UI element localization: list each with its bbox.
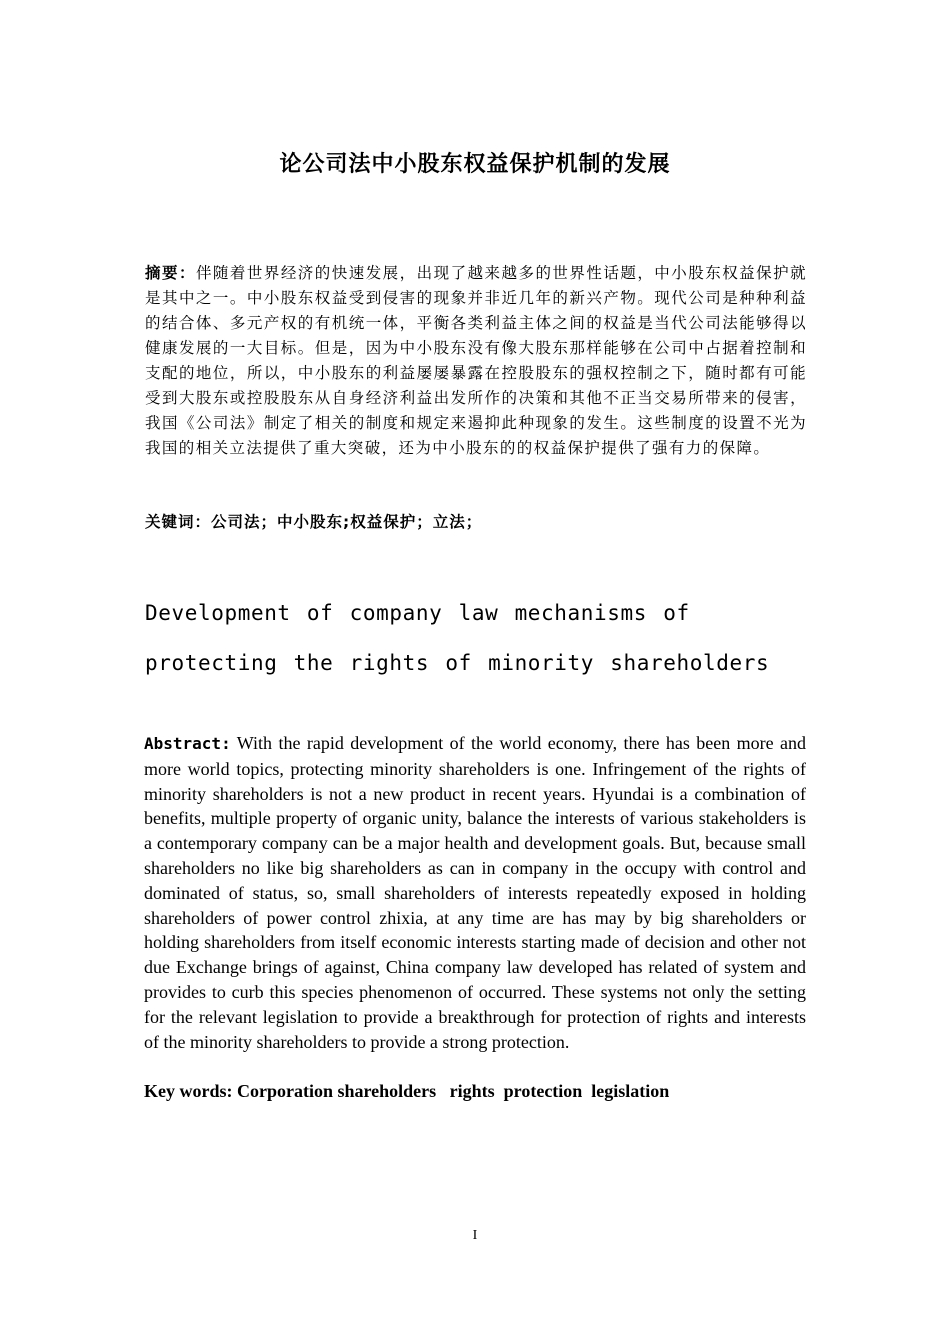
page-number: I — [472, 1228, 478, 1243]
chinese-abstract-label: 摘要： — [145, 264, 196, 282]
english-keywords: Key words: Corporation shareholders rights protection legislation — [144, 1081, 670, 1101]
english-abstract-label: Abstract: — [144, 734, 231, 753]
english-abstract — [144, 731, 806, 1054]
english-abstract-text: With the rapid development of the world economy, there has been more and more world topics, protecting minority shareholders is one. Infringement of the rights of minority shareholders is not a new product in recent years. Hyundai is a combination of benefits, multiple property of organic unity, balance the interests of various stakeholders is a contemporary company can be a major health and development goals. But, because small shareholders no like big shareholders as can in company in the occupy with control and dominated of status, so, small shareholders of interests repeatedly exposed in holding shareholders of power control zhixia, at any time are has may by big shareholders or holding shareholders from itself economic interests starting made of decision and other not due Exchange brings of against, China company law developed has related of system and provides to curb this species phenomenon of occurred. These systems not only the setting for the relevant legislation to provide a breakthrough for protection of rights and interests of the minority shareholders to provide a strong protection. — [144, 733, 806, 1052]
chinese-abstract — [145, 261, 807, 461]
chinese-abstract-text: 伴随着世界经济的快速发展，出现了越来越多的世界性话题，中小股东权益保护就是其中之一。中小股东权益受到侵害的现象并非近几年的新兴产物。现代公司是种种利益的结合体、多元产权的有机统一体，平衡各类利益主体之间的权益是当代公司法能够得以健康发展的一大目标。但是，因为中小股东没有像大股东那样能够在公司中占据着控制和支配的地位，所以，中小股东的利益屡屡暴露在控股股东的强权控制之下，随时都有可能受到大股东或控股股东从自身经济利益出发所作的决策和其他不正当交易所带来的侵害，我国《公司法》制定了相关的制度和规定来遏抑此种现象的发生。这些制度的设置不光为我国的相关立法提供了重大突破，还为中小股东的的权益保护提供了强有力的保障。 — [145, 264, 808, 457]
english-title: Development of company law mechanisms of protecting the rights of minority shareholders — [145, 601, 770, 675]
chinese-keywords: 关键词：公司法；中小股东;权益保护；立法； — [145, 513, 483, 531]
chinese-title: 论公司法中小股东权益保护机制的发展 — [279, 152, 671, 177]
